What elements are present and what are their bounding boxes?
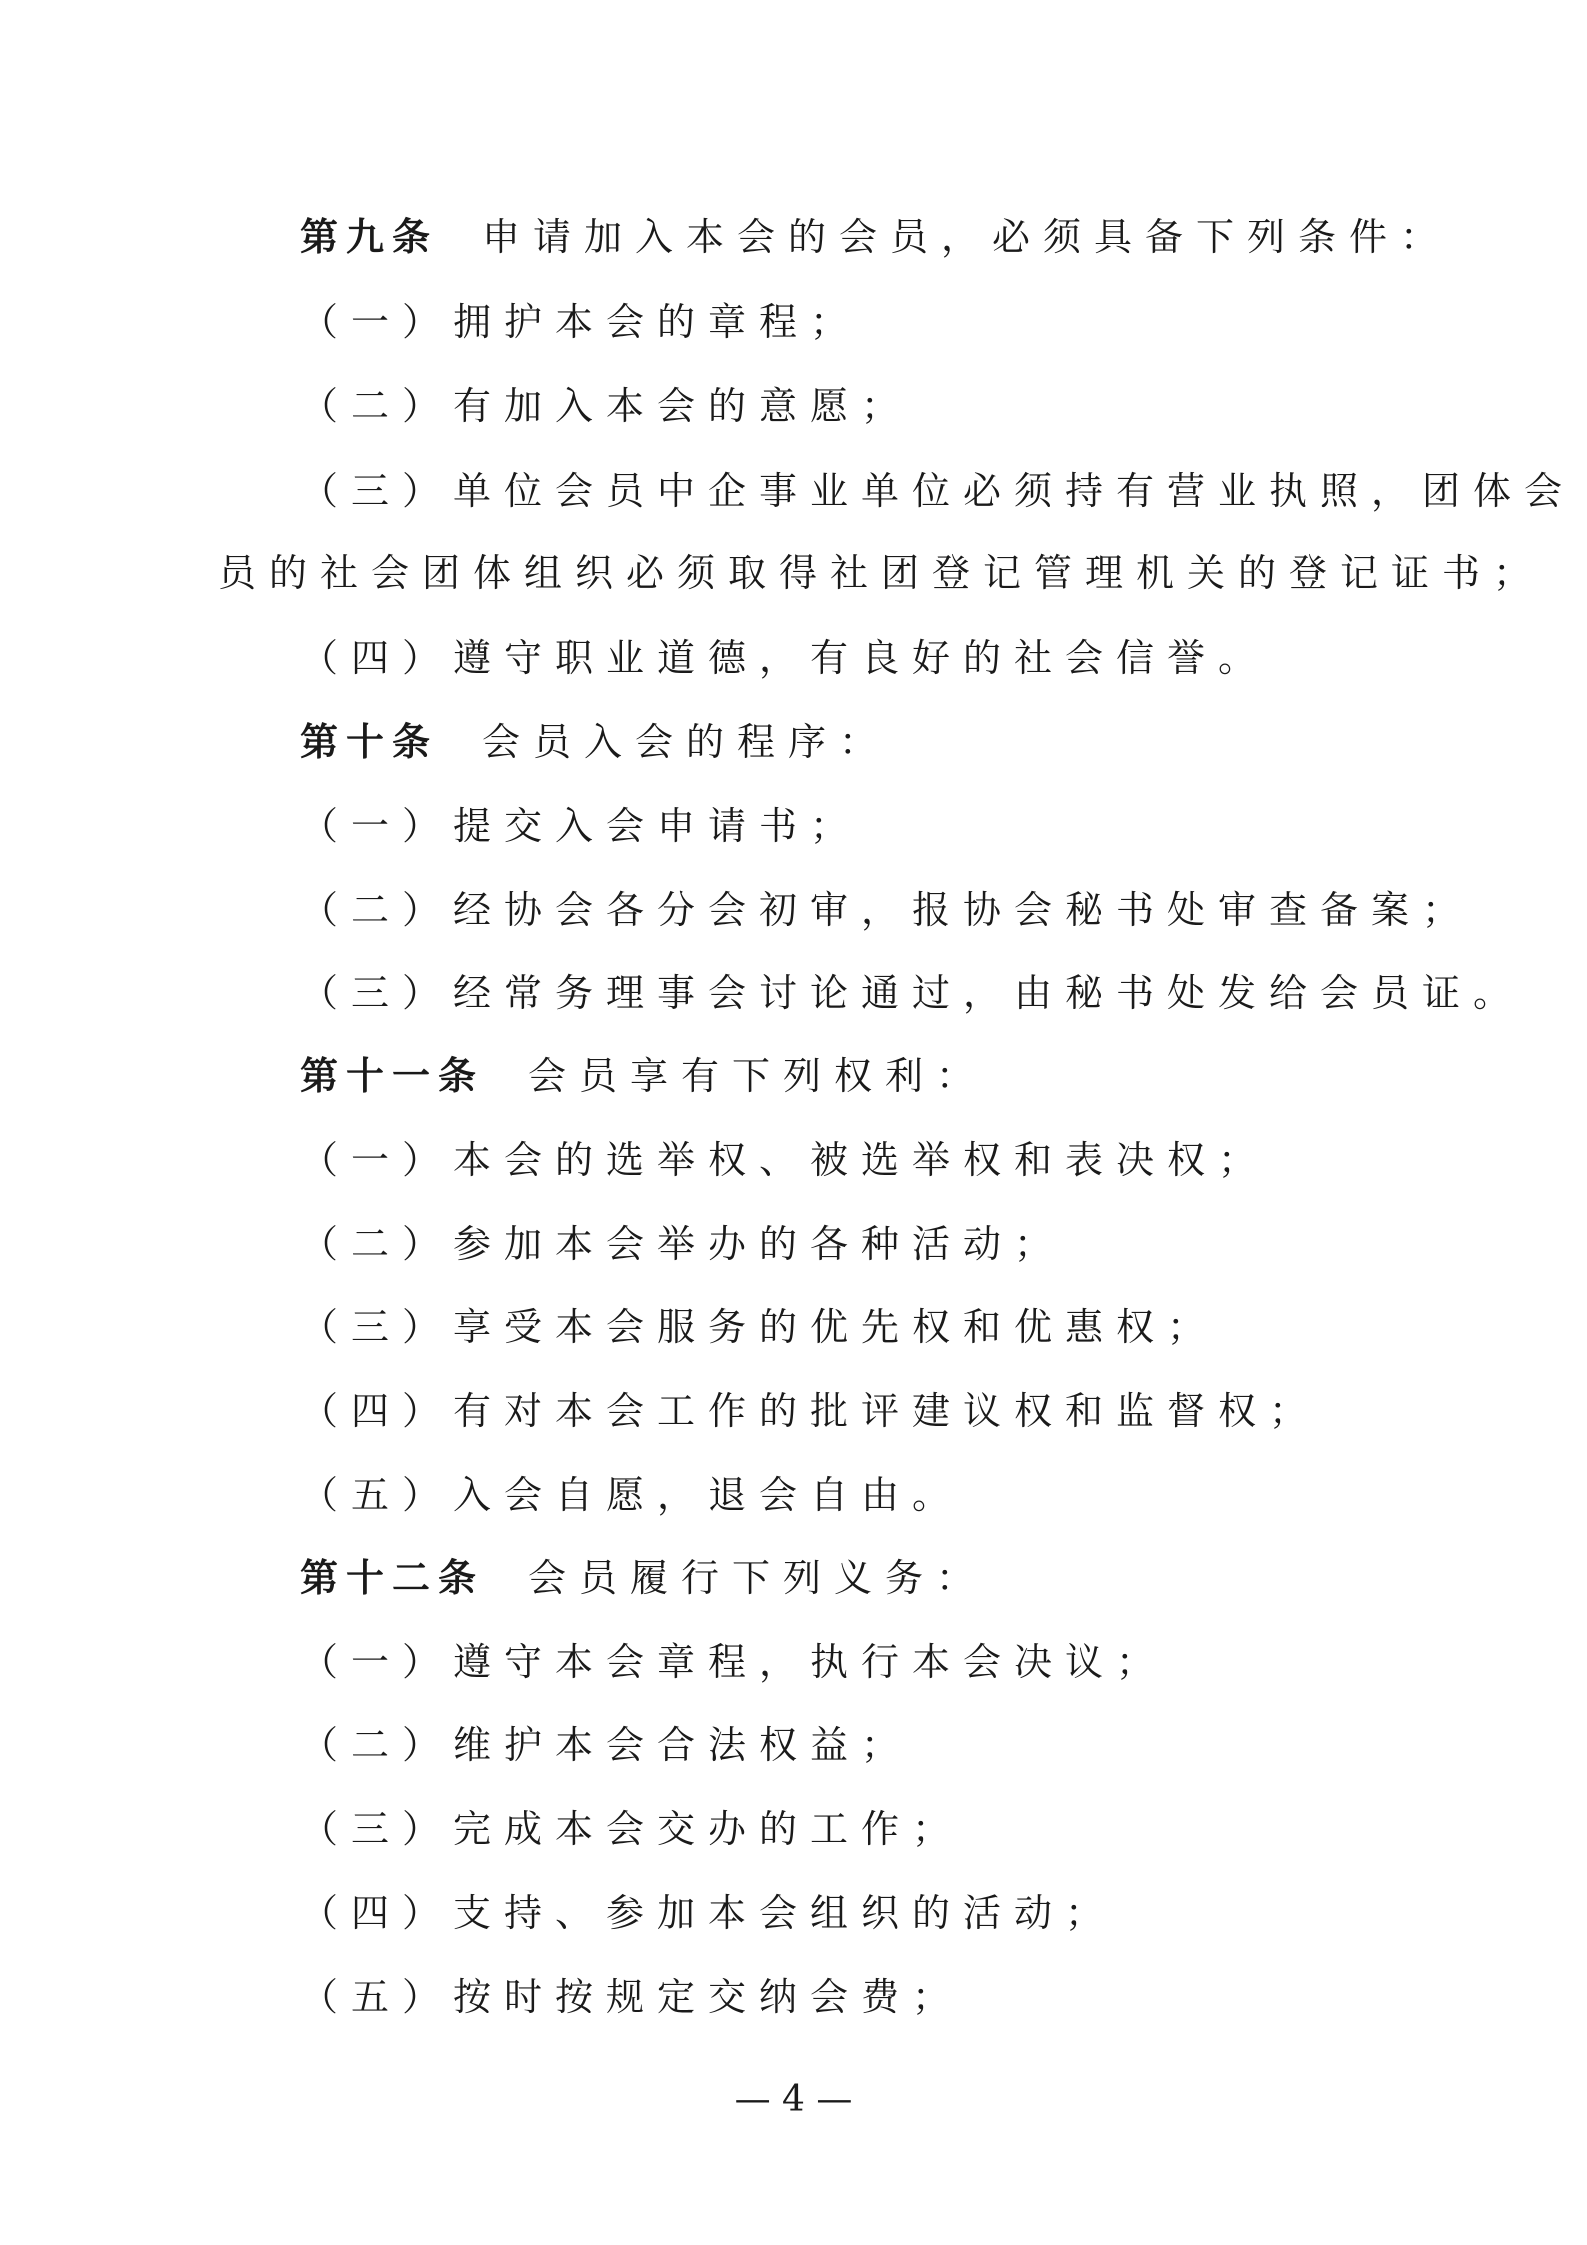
article-10-text: 会员入会的程序：	[482, 720, 891, 764]
article-9-item-3: （三）单位会员中企事业单位必须持有营业执照，团体会	[300, 469, 1576, 513]
article-12-item-5: （五）按时按规定交纳会费；	[300, 1975, 964, 2019]
article-11-title: 第十一条	[300, 1054, 485, 1098]
article-9-item-2: （二）有加入本会的意愿；	[300, 384, 913, 428]
article-11-heading	[300, 1051, 987, 1101]
article-11-item-3: （三）享受本会服务的优先权和优惠权；	[300, 1305, 1219, 1349]
article-12-item-2: （二）维护本会合法权益；	[300, 1723, 913, 1767]
page-number: — 4 —	[734, 2079, 853, 2120]
article-11-item-5: （五）入会自愿，退会自由。	[300, 1473, 964, 1517]
article-12-title: 第十二条	[300, 1556, 485, 1600]
article-12-item-4: （四）支持、参加本会组织的活动；	[300, 1891, 1117, 1935]
article-9-title: 第九条	[300, 215, 439, 259]
article-11-item-4: （四）有对本会工作的批评建议权和监督权；	[300, 1389, 1321, 1433]
article-9-heading	[300, 212, 1451, 262]
article-10-item-1: （一）提交入会申请书；	[300, 804, 862, 848]
article-9-item-4: （四）遵守职业道德，有良好的社会信誉。	[300, 636, 1270, 680]
article-9-text: 申请加入本会的会员，必须具备下列条件：	[482, 215, 1452, 259]
article-11-item-1: （一）本会的选举权、被选举权和表决权；	[300, 1138, 1270, 1182]
article-9-item-3-cont: 员的社会团体组织必须取得社团登记管理机关的登记证书；	[218, 551, 1545, 595]
article-10-item-2: （二）经协会各分会初审，报协会秘书处审查备案；	[300, 888, 1474, 932]
article-12-item-3: （三）完成本会交办的工作；	[300, 1807, 964, 1851]
article-10-heading	[300, 717, 890, 767]
article-9-item-1: （一）拥护本会的章程；	[300, 300, 862, 344]
article-12-text: 会员履行下列义务：	[528, 1556, 988, 1600]
article-12-heading	[300, 1553, 987, 1603]
article-10-item-3: （三）经常务理事会讨论通过，由秘书处发给会员证。	[300, 971, 1525, 1015]
article-11-item-2: （二）参加本会举办的各种活动；	[300, 1222, 1066, 1266]
article-11-text: 会员享有下列权利：	[528, 1054, 988, 1098]
article-12-item-1: （一）遵守本会章程，执行本会决议；	[300, 1640, 1168, 1684]
article-10-title: 第十条	[300, 720, 439, 764]
